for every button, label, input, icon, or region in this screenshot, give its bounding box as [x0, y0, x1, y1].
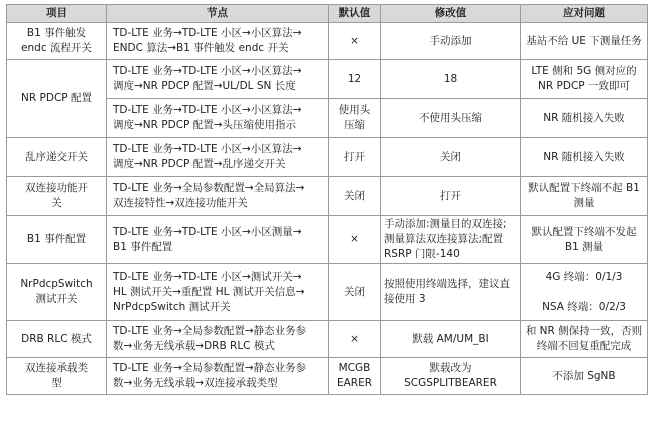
cell-modified: 不使用头压缩 — [381, 99, 521, 138]
cell-node: TD-LTE 业务→TD-LTE 小区→小区算法→ 调度→NR PDCP 配置→头压缩使用指示 — [107, 99, 329, 138]
table-row — [7, 177, 648, 216]
cell-default: 关闭 — [329, 177, 381, 216]
cell-default: 使用头 压缩 — [329, 99, 381, 138]
cell-node: TD-LTE 业务→TD-LTE 小区→小区算法→ ENDC 算法→B1 事件触发 endc 开关 — [107, 23, 329, 60]
parameter-table — [6, 4, 648, 395]
header-default: 默认值 — [329, 5, 381, 23]
cell-default: × — [329, 321, 381, 358]
header-item: 项目 — [7, 5, 107, 23]
parameter-table-container — [6, 4, 647, 395]
cell-default: × — [329, 23, 381, 60]
cell-default: 打开 — [329, 138, 381, 177]
cell-issue: 不添加 SgNB — [521, 358, 648, 395]
cell-modified: 手动添加:测量目的双连接; 测量算法双连接算法;配置 RSRP 门限-140 — [381, 216, 521, 264]
cell-issue: 基站不给 UE 下测量任务 — [521, 23, 648, 60]
cell-default: MCGB EARER — [329, 358, 381, 395]
cell-issue: NR 随机接入失败 — [521, 99, 648, 138]
cell-issue: 和 NR 侧保持一致，否则 终端不回复重配完成 — [521, 321, 648, 358]
cell-issue: NR 随机接入失败 — [521, 138, 648, 177]
cell-item: 双连接承载类 型 — [7, 358, 107, 395]
cell-modified: 按照使用终端选择，建议直 接使用 3 — [381, 264, 521, 321]
table-row — [7, 321, 648, 358]
header-modified: 修改值 — [381, 5, 521, 23]
cell-item: DRB RLC 模式 — [7, 321, 107, 358]
cell-issue: 4G 终端：0/1/3 NSA 终端：0/2/3 — [521, 264, 648, 321]
table-row — [7, 216, 648, 264]
cell-node: TD-LTE 业务→全局参数配置→静态业务参 数→业务无线承载→双连接承载类型 — [107, 358, 329, 395]
table-row — [7, 138, 648, 177]
table-row — [7, 23, 648, 60]
cell-modified: 打开 — [381, 177, 521, 216]
cell-modified: 关闭 — [381, 138, 521, 177]
cell-item: 双连接功能开 关 — [7, 177, 107, 216]
cell-node: TD-LTE 业务→TD-LTE 小区→测试开关→ HL 测试开关→重配置 HL 测试开关信息→ NrPdcpSwitch 测试开关 — [107, 264, 329, 321]
cell-default: × — [329, 216, 381, 264]
cell-default: 关闭 — [329, 264, 381, 321]
cell-item: B1 事件配置 — [7, 216, 107, 264]
cell-modified: 默载改为 SCGSPLITBEARER — [381, 358, 521, 395]
cell-node: TD-LTE 业务→TD-LTE 小区→小区算法→ 调度→NR PDCP 配置→乱序递交开关 — [107, 138, 329, 177]
header-issue: 应对问题 — [521, 5, 648, 23]
cell-item: NrPdcpSwitch 测试开关 — [7, 264, 107, 321]
cell-modified: 手动添加 — [381, 23, 521, 60]
table-row — [7, 264, 648, 321]
cell-default: 12 — [329, 60, 381, 99]
cell-modified: 18 — [381, 60, 521, 99]
cell-issue: LTE 侧和 5G 侧对应的 NR PDCP 一致即可 — [521, 60, 648, 99]
cell-node: TD-LTE 业务→TD-LTE 小区→小区算法→ 调度→NR PDCP 配置→UL/DL SN 长度 — [107, 60, 329, 99]
cell-node: TD-LTE 业务→TD-LTE 小区→小区测量→ B1 事件配置 — [107, 216, 329, 264]
cell-item: B1 事件触发 endc 流程开关 — [7, 23, 107, 60]
cell-node: TD-LTE 业务→全局参数配置→静态业务参 数→业务无线承载→DRB RLC 模式 — [107, 321, 329, 358]
cell-item: NR PDCP 配置 — [7, 60, 107, 138]
table-row — [7, 358, 648, 395]
cell-issue: 默认配置下终端不起 B1 测量 — [521, 177, 648, 216]
cell-item: 乱序递交开关 — [7, 138, 107, 177]
table-row — [7, 60, 648, 99]
cell-node: TD-LTE 业务→全局参数配置→全局算法→ 双连接特性→双连接功能开关 — [107, 177, 329, 216]
cell-issue: 默认配置下终端不发起 B1 测量 — [521, 216, 648, 264]
header-node: 节点 — [107, 5, 329, 23]
header-row — [7, 5, 648, 23]
cell-modified: 默载 AM/UM_BI — [381, 321, 521, 358]
